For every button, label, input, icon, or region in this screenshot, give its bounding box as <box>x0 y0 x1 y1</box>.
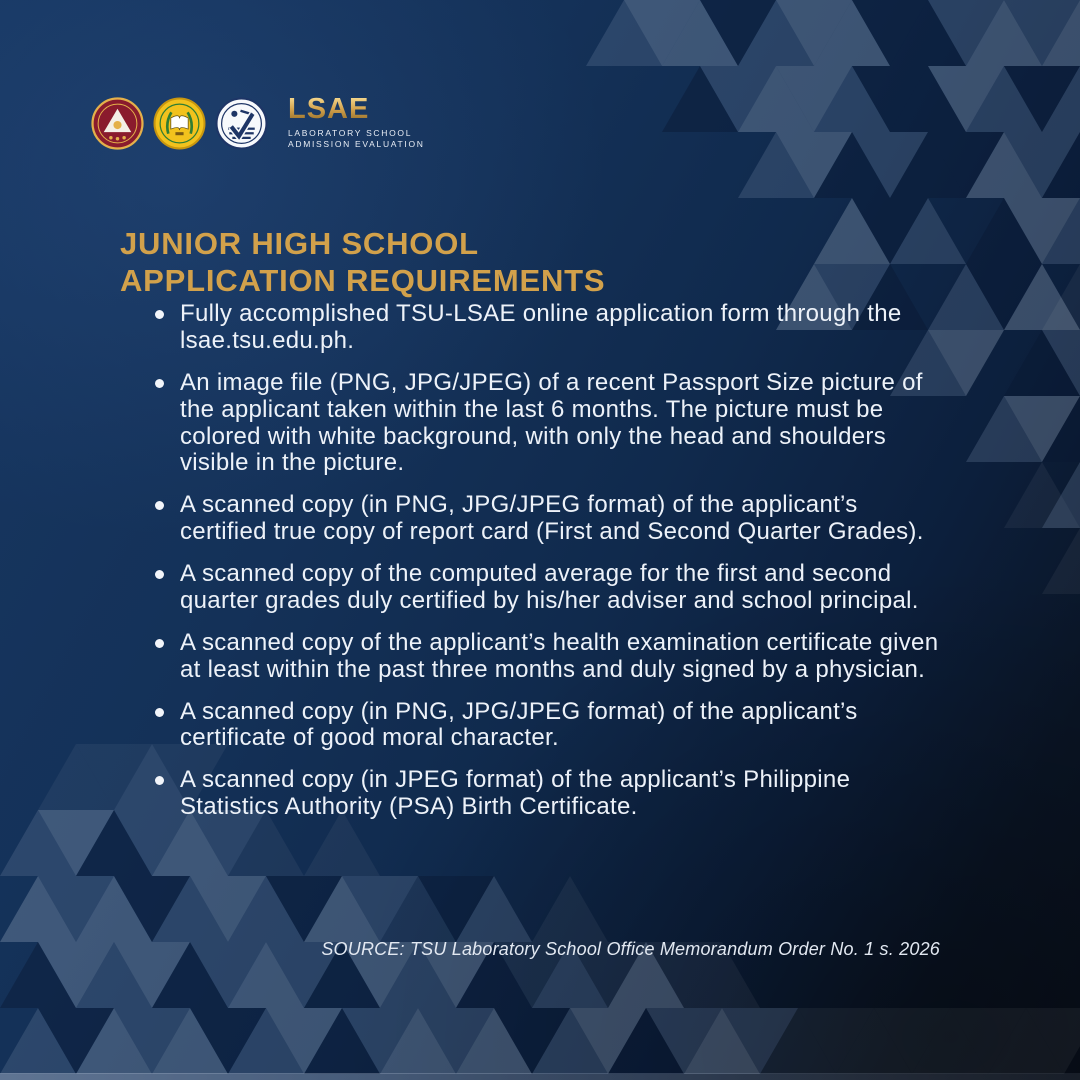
bullet-icon <box>155 379 164 388</box>
bullet-icon <box>155 776 164 785</box>
lsae-brand <box>288 93 425 151</box>
requirement-item <box>155 492 945 546</box>
requirement-item <box>155 699 945 753</box>
requirement-text: A scanned copy (in PNG, JPG/JPEG format) of the applicant’s certificate of good moral character. <box>180 697 858 752</box>
requirement-text: A scanned copy of the computed average for the first and second quarter grades duly certified by his/her adviser and school principal. <box>180 560 919 614</box>
requirement-text: A scanned copy (in PNG, JPG/JPEG format) of the applicant’s certified true copy of report card (First and Second Quarter Grades). <box>180 491 924 546</box>
requirement-text: A scanned copy of the applicant’s health examination certificate given at least within the past three months and duly signed by a physician. <box>180 628 939 683</box>
college-of-education-seal-icon <box>153 97 206 150</box>
requirements-list <box>155 301 945 836</box>
requirement-text: Fully accomplished TSU-LSAE online application form through the lsae.tsu.edu.ph. <box>180 300 902 354</box>
lsae-subtitle-line1: LABORATORY SCHOOL <box>288 127 413 138</box>
bullet-icon <box>155 570 164 579</box>
requirement-item <box>155 370 945 478</box>
lsae-acronym: LSAE <box>288 96 425 124</box>
bullet-icon <box>155 310 164 319</box>
bullet-icon <box>155 501 164 510</box>
requirement-item <box>155 630 945 684</box>
lsae-subtitle <box>288 128 425 152</box>
page-title-line1: JUNIOR HIGH SCHOOL <box>120 225 479 261</box>
page-title <box>120 225 605 299</box>
page-title-line2: APPLICATION REQUIREMENTS <box>120 262 606 298</box>
requirement-item <box>155 767 945 821</box>
bullet-icon <box>155 639 164 648</box>
lsae-subtitle-line2: ADMISSION EVALUATION <box>288 139 425 150</box>
requirement-text: An image file (PNG, JPG/JPEG) of a recent Passport Size picture of the applicant taken within the last 6 months. The picture must be colored with white background, with only the head and shoulders visible in the picture. <box>180 368 923 477</box>
bullet-icon <box>155 708 164 717</box>
requirement-item <box>155 301 945 355</box>
requirement-item <box>155 561 945 615</box>
laboratory-school-seal-icon <box>215 97 268 150</box>
source-note: SOURCE: TSU Laboratory School Office Memorandum Order No. 1 s. 2026 <box>321 939 940 959</box>
tsu-university-seal-icon <box>91 97 144 150</box>
requirement-text: A scanned copy (in JPEG format) of the applicant’s Philippine Statistics Authority (PSA) Birth Certificate. <box>180 766 851 821</box>
header <box>91 93 425 151</box>
